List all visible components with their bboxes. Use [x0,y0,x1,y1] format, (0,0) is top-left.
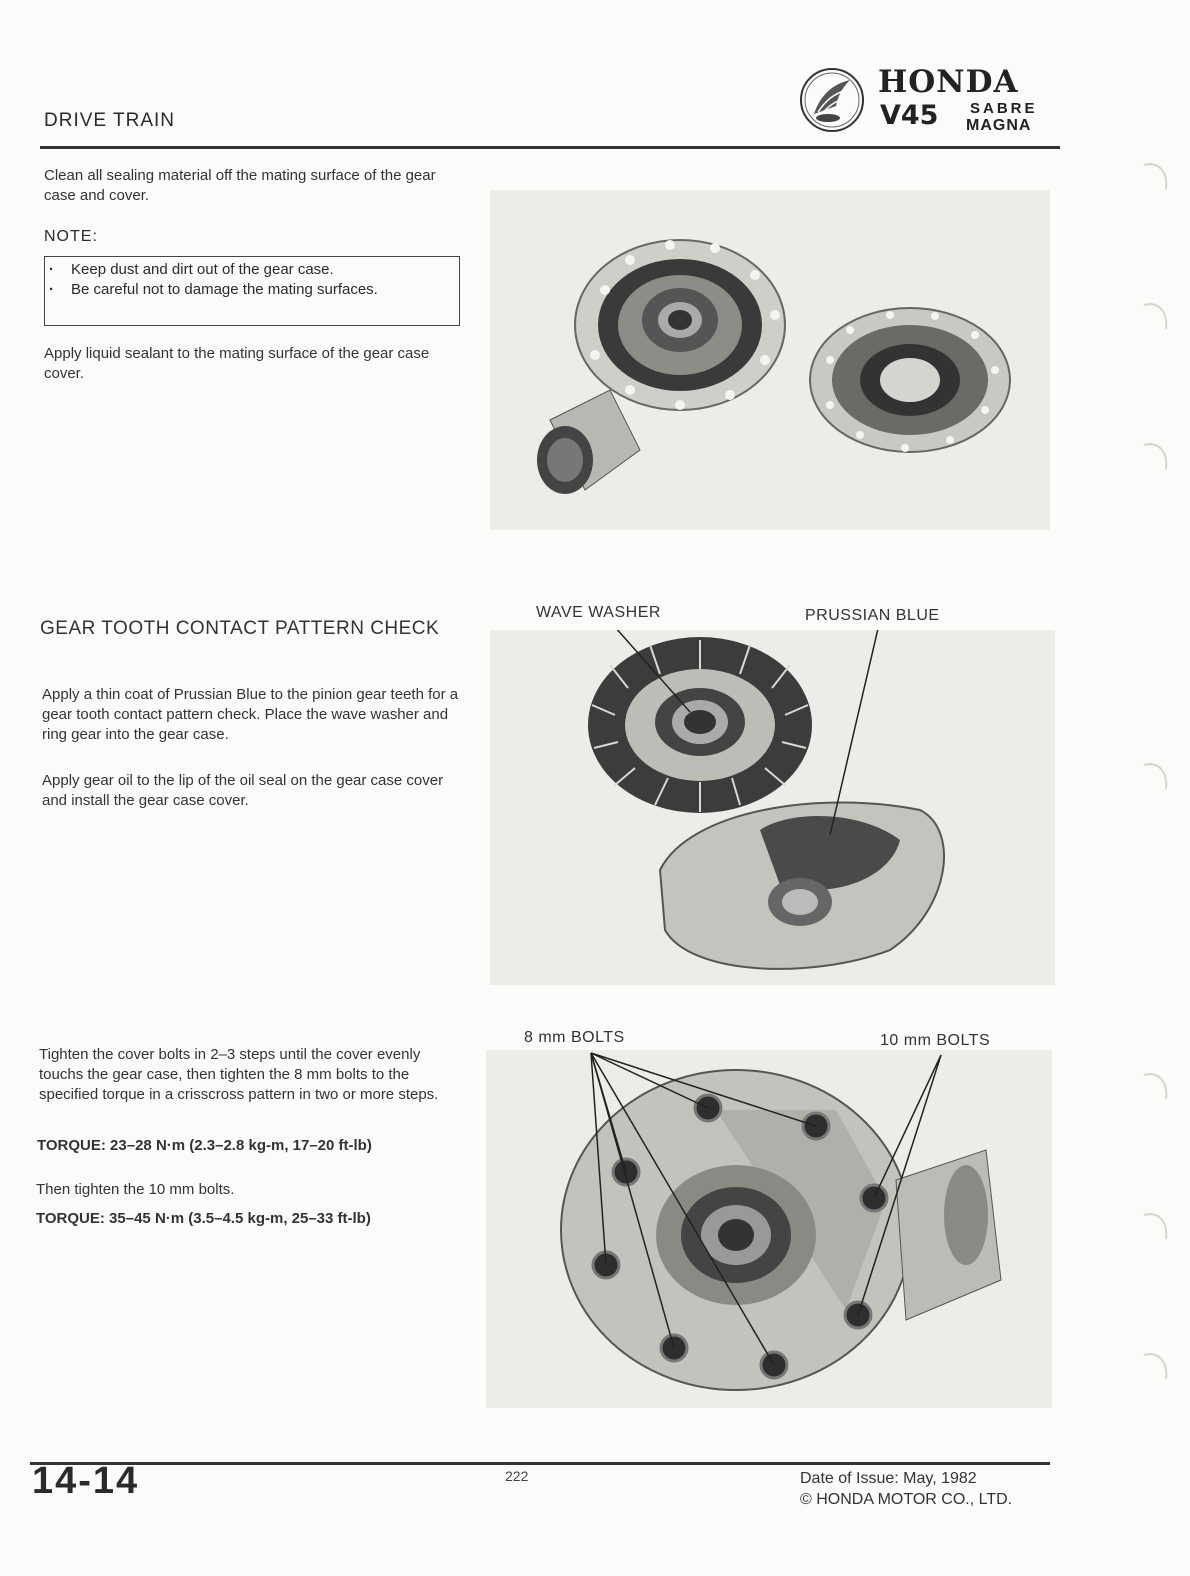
footer-rule [30,1462,1050,1465]
header-rule [40,146,1060,149]
note-box [44,256,460,326]
section2-para1: Apply a thin coat of Prussian Blue to the pinion gear teeth for a gear tooth contact pattern check. Place the wave washer and ring gear into the gear case. [42,686,459,743]
gear-case-cover-photo [490,190,1050,530]
section3-para2: Then tighten the 10 mm bolts. [36,1181,235,1198]
assembled-case-bolts-photo [486,1050,1052,1408]
copyright: © HONDA MOTOR CO., LTD. [800,1491,1013,1508]
section-title: DRIVE TRAIN [44,110,176,131]
torque-10mm: TORQUE: 35–45 N·m (3.5–4.5 kg-m, 25–33 ft-lb) [36,1210,371,1227]
logo-brand: HONDA [878,64,1019,100]
section1-intro: Clean all sealing material off the mating surface of the gear case and cover. [44,167,436,204]
binder-hole-mark [1136,1345,1176,1385]
torque-8mm: TORQUE: 23–28 N·m (2.3–2.8 kg-m, 17–20 ft-lb) [37,1137,372,1154]
binder-hole-mark [1136,435,1176,475]
section1-outro: Apply liquid sealant to the mating surface of the gear case cover. [44,345,430,382]
binder-hole-mark [1136,1065,1176,1105]
section2-para2: Apply gear oil to the lip of the oil seal on the gear case cover and install the gear case cover. [42,772,444,809]
issue-info [800,1468,1012,1510]
page-number: 14-14 [32,1460,140,1502]
binder-hole-mark [1136,755,1176,795]
callout-10mm-bolts: 10 mm BOLTS [880,1032,991,1049]
honda-logo [798,62,1060,142]
ring-gear-case-photo [490,630,1055,985]
callout-wave-washer: WAVE WASHER [536,604,661,621]
binder-hole-mark [1136,155,1176,195]
note-item: · Keep dust and dirt out of the gear case. [71,260,439,280]
callout-prussian-blue: PRUSSIAN BLUE [805,607,940,624]
note-item: · Be careful not to damage the mating surfaces. [71,280,439,300]
callout-8mm-bolts: 8 mm BOLTS [524,1029,625,1046]
honda-wing-emblem-icon [798,66,866,134]
section3-para1: Tighten the cover bolts in 2–3 steps until the cover evenly touchs the gear case, then tighten the 8 mm bolts to the specified torque in a crisscross pattern in two or more steps. [39,1046,439,1103]
binder-hole-mark [1136,1205,1176,1245]
logo-model: V45 [880,100,939,131]
binder-hole-mark [1136,295,1176,335]
note-label: NOTE: [44,228,98,245]
section2-heading: GEAR TOOTH CONTACT PATTERN CHECK [40,618,440,639]
logo-variant-magna: MAGNA [966,117,1032,134]
sheet-number: 222 [505,1468,529,1484]
logo-variant-sabre: SABRE [970,100,1038,117]
issue-date: Date of Issue: May, 1982 [800,1470,977,1487]
